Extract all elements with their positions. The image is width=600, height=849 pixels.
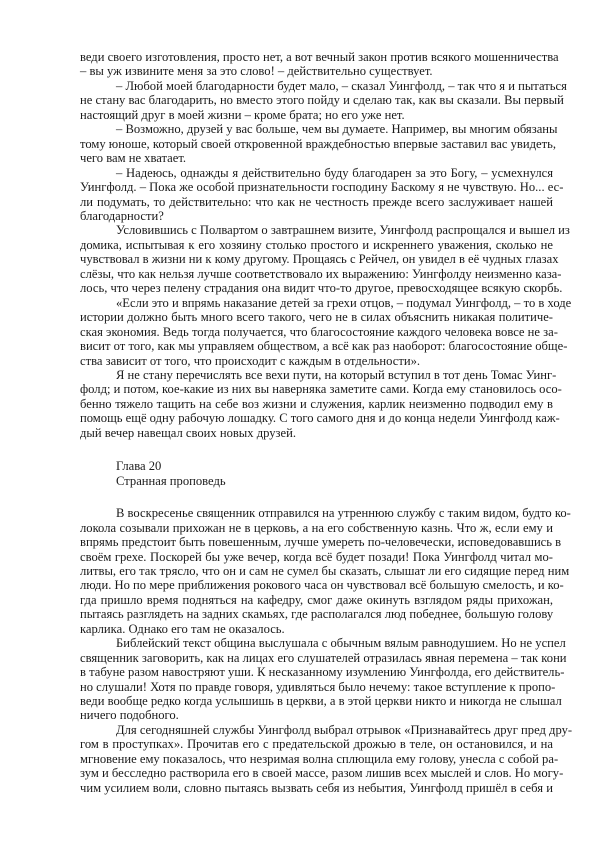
- text-line: священник заговорить, как на лицах его слушателей отразилась явная перемена – так кони: [80, 650, 567, 665]
- text-line: Уингфолд. – Пока же особой признательности господину Баскому я не чувствую. Но... ес-: [80, 180, 564, 195]
- text-line: Библейский текст община выслушала с обычным вялым равнодушием. Но не успел: [116, 636, 566, 651]
- text-line: бенно тяжело тащить на себе воз жизни и служения, карлик неизменно подводил ему в: [80, 396, 553, 411]
- text-line: ли подумать, то действительно: что как не честность прежде всего заслуживает нашей: [80, 194, 553, 209]
- text-line: висит от того, как мы управляем обществом, а всё как раз наоборот: благосостояние обще-: [80, 339, 568, 354]
- text-line: впрямь предстоит быть повешенным, лучше умереть по-человечески, исповедовавшись в: [80, 535, 562, 550]
- text-line: – Возможно, друзей у вас больше, чем вы думаете. Например, вы многим обязаны: [116, 122, 558, 137]
- text-line: фолд; и потом, кое-какие из них вы наверняка заметите сами. Когда ему становилось осо-: [80, 382, 562, 397]
- text-line: В воскресенье священник отправился на утреннюю службу с таким видом, будто ко-: [116, 506, 571, 521]
- text-line: пытаясь разглядеть на задних скамьях, где располагался люд победнее, большую голову: [80, 607, 554, 622]
- text-line: веди своего изготовления, просто нет, а вот вечный закон против всякого мошенничества: [80, 50, 559, 64]
- text-line: в табуне разом навостряют уши. К несказанному изумлению Уингфолда, его действитель-: [80, 665, 565, 680]
- chapter-number: Глава 20: [116, 459, 162, 474]
- text-line: дый вечер навещал своих новых друзей.: [80, 425, 297, 440]
- text-line: карлика. Однако его там не оказалось.: [80, 621, 285, 636]
- paragraph: [80, 50, 559, 79]
- paragraph: [80, 78, 567, 122]
- text-line: настоящий друг в моей жизни – кроме брата; но его уже нет.: [80, 107, 405, 122]
- text-line: домика, испытывая к его хозяину столько простого и искреннего уважения, сколько не: [80, 237, 553, 252]
- paragraph: [80, 165, 564, 224]
- document-page: [80, 50, 573, 795]
- paragraph: [80, 122, 558, 166]
- text-line: тому юноше, который своей откровенной враждебностью впервые заставил вас увидеть,: [80, 136, 556, 151]
- text-line: мгновение ему показалось, что незримая волна сплющила ему голову, унесла с собой ра-: [80, 751, 559, 766]
- text-line: ская экономия. Ведь тогда получается, что благосостояние каждого человека вовсе не за-: [80, 324, 558, 339]
- text-line: гом в проступках». Прочитав его с предательской дрожью в теле, он остановился, и на: [80, 737, 553, 752]
- text-line: помощь ещё одну рабочую лошадку. С того самого дня и до конца недели Уингфолд каж-: [80, 411, 560, 426]
- text-line: но слушали! Хотя по правде говоря, удивляться было нечему: такое вступление к пропо-: [80, 679, 556, 694]
- text-line: гда пришло время подняться на кафедру, смог даже окинуть взглядом ряды прихожан,: [80, 592, 553, 607]
- text-line: литвы, его так трясло, что он и сам не сумел бы сказать, слышат ли его сидящие перед ним: [80, 563, 570, 578]
- paragraph: [80, 295, 572, 368]
- text-line: благодарности?: [80, 208, 164, 223]
- text-line: Для сегодняшней службы Уингфолд выбрал отрывок «Признавайтесь друг пред дру-: [116, 722, 573, 737]
- paragraph: [80, 223, 570, 296]
- text-line: Я не стану перечислять все вехи пути, на который вступил в тот день Томас Уинг-: [116, 367, 557, 382]
- paragraph: [80, 722, 573, 795]
- paragraph: [80, 367, 562, 440]
- paragraph: [80, 636, 567, 723]
- chapter-title: Странная проповедь: [116, 473, 226, 488]
- text-section-before: [80, 50, 572, 440]
- text-line: веди вообще редко когда услышишь в церкви, а в этой церкви никто и никогда не слышал: [80, 694, 562, 709]
- text-line: не стану вас благодарить, но вместо этого пойду и сделаю так, как вы сказали. Вы первый: [80, 93, 564, 108]
- text-line: чувствовал в жизни ни к кому другому. Прощаясь с Рейчел, он увидел в её чудных глазах: [80, 252, 559, 267]
- text-line: ничего подобного.: [80, 708, 179, 723]
- text-line: Условившись с Полвартом о завтрашнем визите, Уингфолд распрощался и вышел из: [116, 223, 570, 238]
- text-line: истории должно быть много всего такого, чего не в силах объяснить никакая политиче-: [80, 310, 553, 325]
- text-section-after: [80, 506, 573, 795]
- text-line: лось, что через пелену страдания она видит что-то другое, превосходящее всякую скорбь.: [80, 281, 563, 296]
- text-line: ства зависит от того, что происходит с каждым в отдельности».: [80, 353, 421, 368]
- paragraph: [80, 506, 571, 636]
- text-line: зум и бесследно растворила его в своей массе, разом лишив всех мыслей и слов. Но могу-: [80, 766, 564, 781]
- text-line: – Любой моей благодарности будет мало, – сказал Уингфолд, – так что я и пытаться: [116, 78, 567, 93]
- text-line: люди. Но по мере приближения рокового часа он чувствовал всё большую смелость, и ко-: [80, 578, 564, 593]
- spacer: [80, 440, 553, 459]
- text-line: чим усилием воли, словно пытаясь вызвать себя из небытия, Уингфолд пришёл в себя и: [80, 780, 553, 795]
- text-line: «Если это и впрямь наказание детей за грехи отцов, – подумал Уингфолд, – то в ходе: [116, 295, 572, 310]
- text-line: – вы уж извините меня за это слово! – действительно существует.: [80, 64, 433, 79]
- text-line: – Надеюсь, однажды я действительно буду благодарен за это Богу, – усмехнулся: [116, 165, 553, 180]
- text-line: чего вам не хватает.: [80, 151, 187, 166]
- spacer: [80, 488, 553, 506]
- text-line: слёзы, что как нельзя лучше соответствовало их выражению: Уингфолду неизменно каза-: [80, 266, 562, 281]
- text-line: локола созывали прихожан не в церковь, а на его собственную казнь. Что ж, если ему и: [80, 520, 553, 535]
- text-line: своём грехе. Поскорей бы уже вечер, когда всё будет позади! Пока Уингфолд читал мо-: [80, 549, 553, 564]
